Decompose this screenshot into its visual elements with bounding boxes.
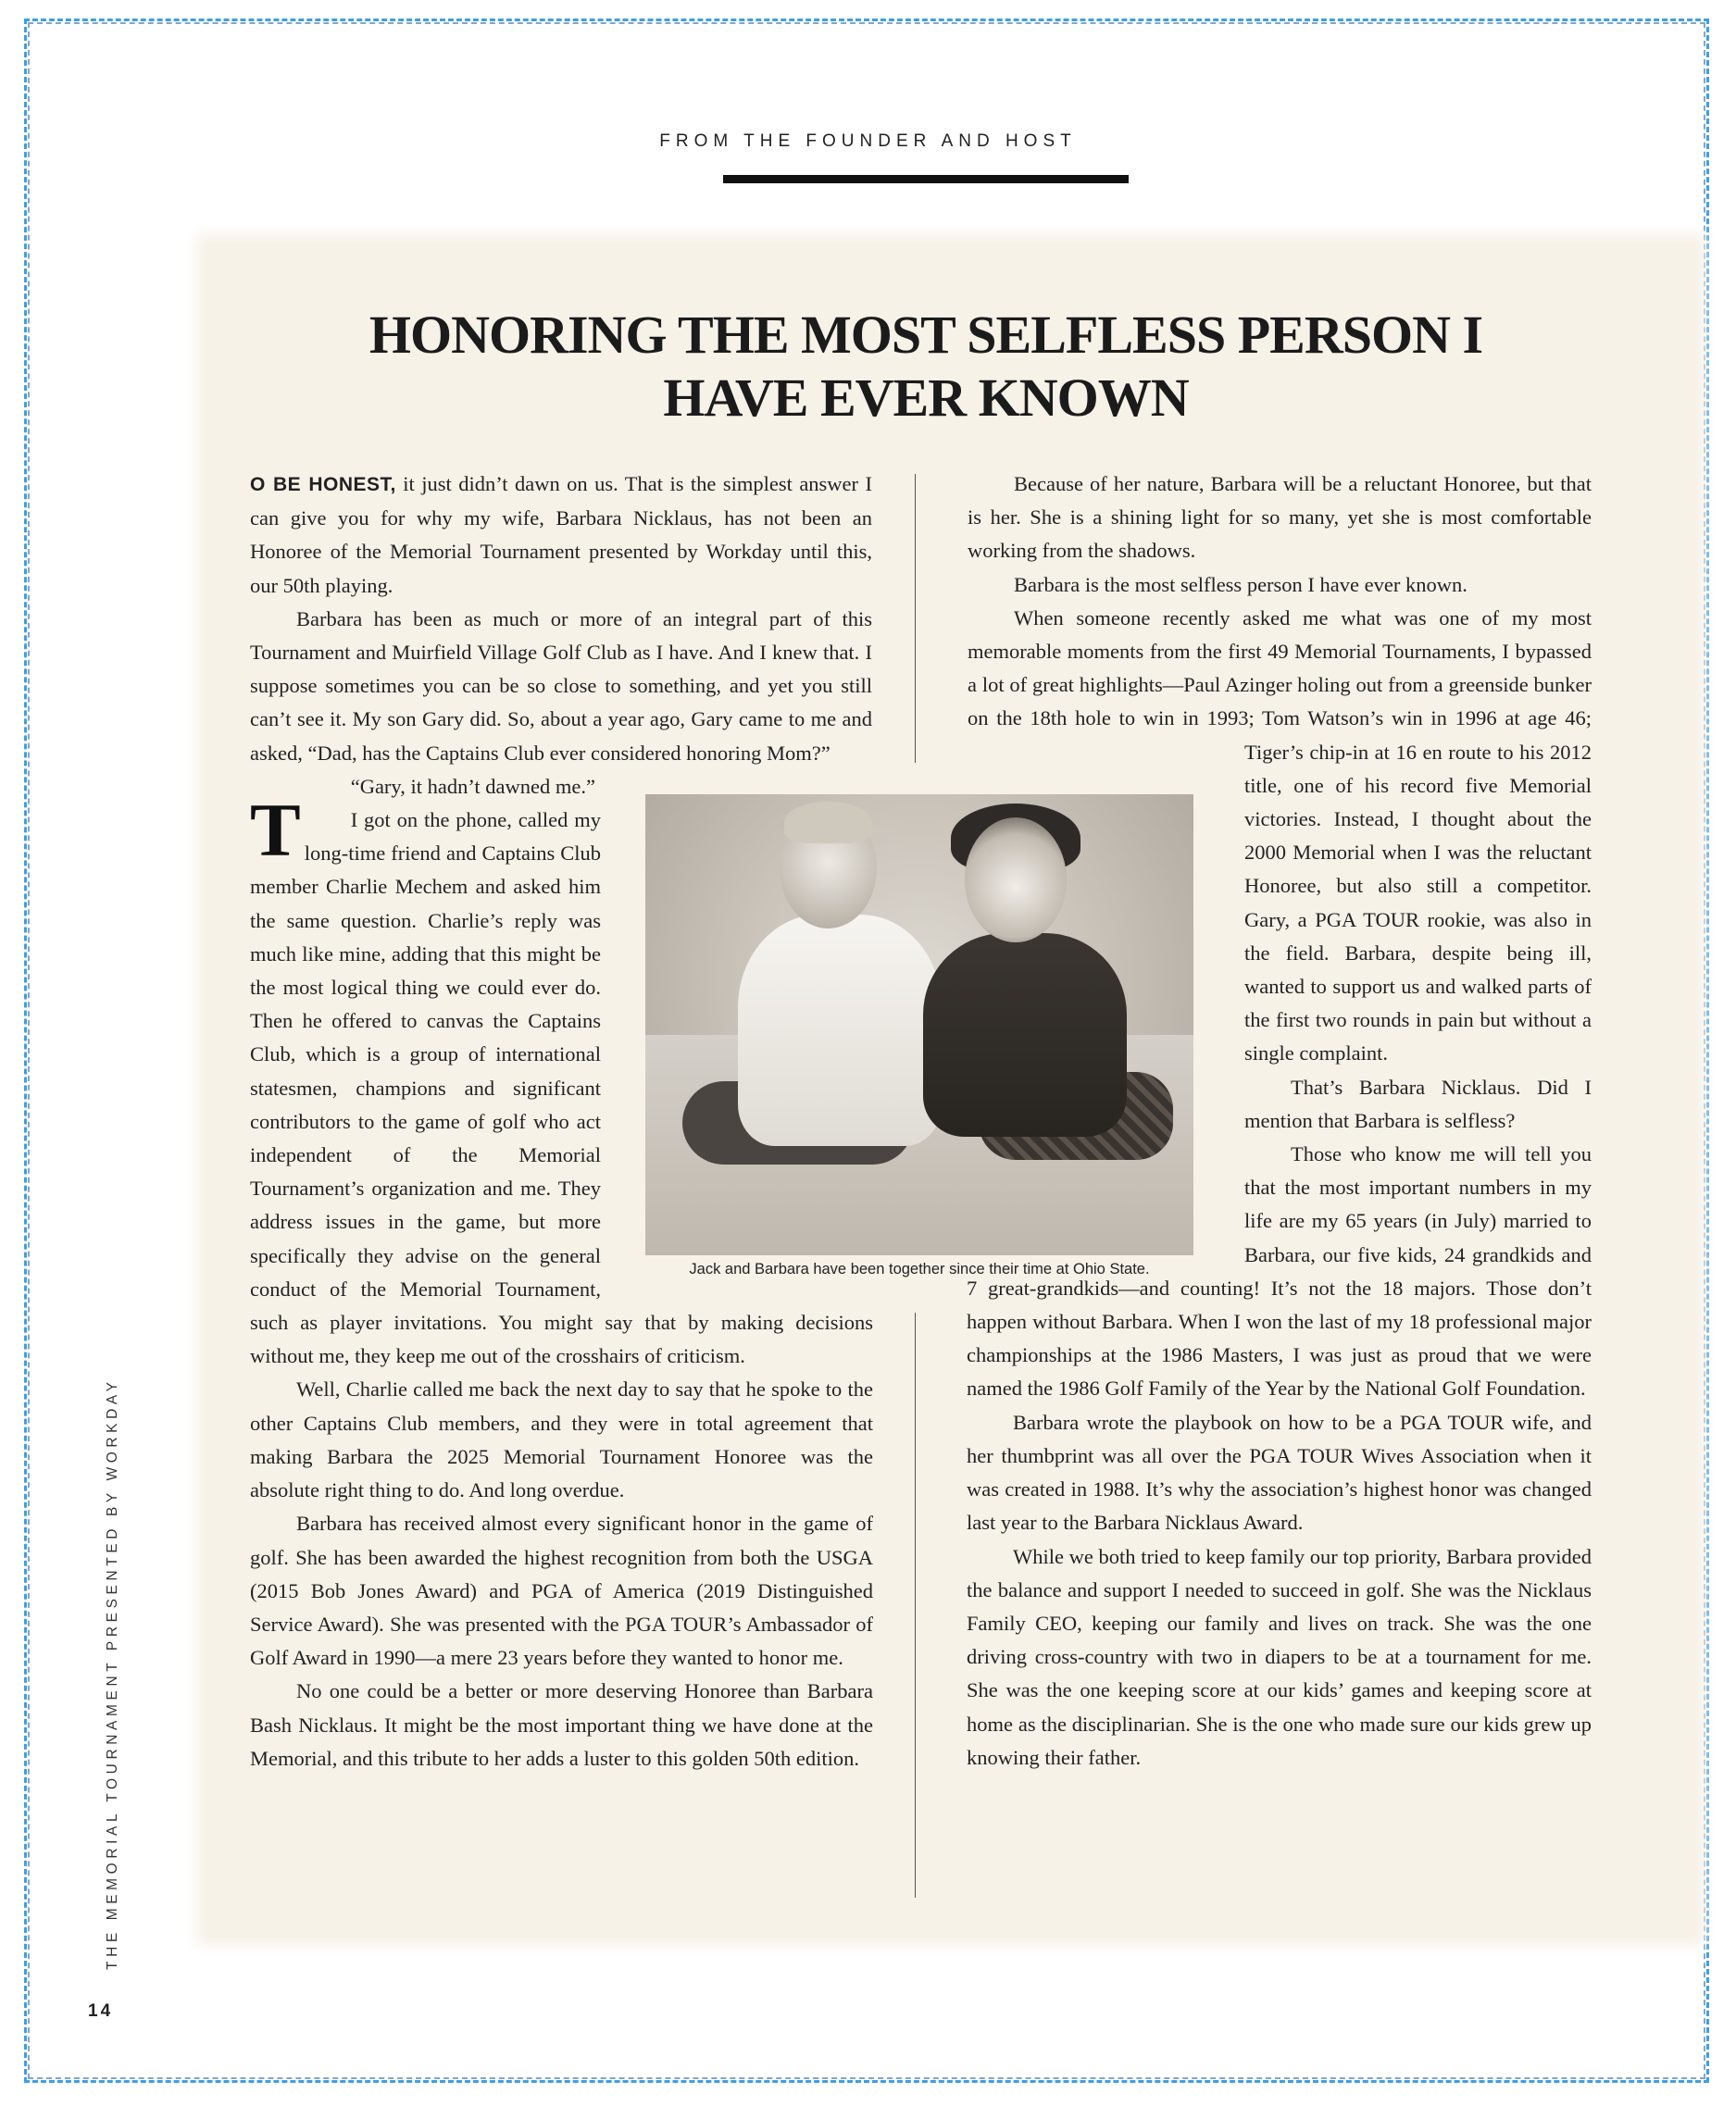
paragraph: No one could be a better or more deserving Honoree than Barbara Bash Nicklaus. It might be the most important thing we have done at the Memorial, and this tribute to her adds a luster to this golden 50th edition. — [250, 1679, 873, 1770]
photo-figure-woman-head — [965, 817, 1067, 942]
paragraph: Barbara has received almost every significant honor in the game of golf. She has been awarded the highest recognition from both the USGA (2015 Bob Jones Award) and PGA of America (2019 Distinguished Service Award). She was presented with the PGA TOUR’s Ambassador of Golf Award in 1990—a mere 23 years before they wanted to honor me. — [250, 1512, 873, 1670]
publication-side-label: THE MEMORIAL TOURNAMENT PRESENTED BY WORKDAY — [105, 1377, 120, 1970]
paragraph-text: it just didn’t dawn on us. That is the simplest answer I can give you for why my wife, Barbara Nicklaus, has not been an Honoree of the Memorial Tournament presented by Workday until this, our 50th playing. — [250, 472, 872, 597]
paragraph: When someone recently asked me what was one of my most memorable moments from the first 49 Memorial Tournaments, I bypassed a lot of great highlights—Paul Azinger holing out from a greenside bunker on the 18th hole to win in 1993; Tom Watson’s win in 1996 at age 46; Tiger’s chip-in at 16 en route to his 2012 title, one of his record five Memorial victories. Instead, I thought about the 2000 Memorial when I was the reluctant Honoree, but also still a competitor. Gary, a PGA TOUR rookie, was also in the field. Barbara, despite being ill, wanted to support us and walked parts of the first two rounds in pain but without a single complaint. — [968, 605, 1592, 1065]
paragraph: Barbara has been as much or more of an integral part of this Tournament and Muirfield Village Golf Club as I have. And I knew that. I suppose sometimes you can be so close to something, and yet you still can’t see it. My son Gary did. So, about a year ago, Gary came to me and asked, “Dad, has the Captains Club ever considered honoring Mom?” — [250, 606, 872, 765]
paragraph: That’s Barbara Nicklaus. Did I mention that Barbara is selfless? — [1244, 1075, 1592, 1132]
drop-cap: T — [250, 788, 301, 872]
lead-in: O BE HONEST, — [250, 474, 396, 495]
column-divider-top — [915, 474, 916, 763]
paragraph: Those who know me will tell you that the most important numbers in my life are my 65 years (in July) married to Barbara, our five kids, 24 grandkids and 7 great-grandkids—and counting! It’s not the 18 majors. Those don’t happen without Barbara. When I won the last of my 18 professional major championships at the 1986 Masters, I was just as proud that we were named the 1986 Golf Family of the Year by the National Golf Foundation. — [967, 1142, 1592, 1401]
paragraph: Well, Charlie called me back the next day to say that he spoke to the other Captains Club members, and they were in total agreement that making Barbara the 2025 Memorial Tournament Honoree was the absolute right thing to do. And long overdue. — [250, 1377, 873, 1502]
couple-photo — [645, 794, 1193, 1255]
photo-figure-man-hair — [784, 802, 872, 843]
photo-caption: Jack and Barbara have been together since their time at Ohio State. — [689, 1261, 1150, 1277]
kicker-rule — [723, 175, 1129, 183]
photo-figure-woman-body — [923, 933, 1127, 1137]
paragraph: Barbara is the most selfless person I have ever known. — [1014, 572, 1467, 596]
column-divider-bottom — [915, 1313, 916, 1898]
paragraph: Barbara wrote the playbook on how to be a PGA TOUR wife, and her thumbprint was all over the PGA TOUR Wives Association when it was created in 1988. It’s why the association’s highest honor was changed last year to the Barbara Nicklaus Award. — [967, 1410, 1592, 1535]
page-number: 14 — [88, 2001, 114, 2021]
headline: HONORING THE MOST SELFLESS PERSON I HAVE EVER KNOWN — [368, 305, 1483, 428]
paragraph: I got on the phone, called my long-time friend and Captains Club member Charlie Mechem and asked him the same question. Charlie’s reply was much like mine, adding that this might be the most logical thing we could ever do. Then he offered to canvas the Captains Club, which is a group of international statesmen, champions and significant contributors to the game of golf who act independent of the Memorial Tournament’s organization and me. They address issues in the game, but more specifically they advise on the general conduct of the Memorial Tournament, such as player invitations. You might say that by making decisions without me, they keep me out of the crosshairs of criticism. — [250, 808, 873, 1368]
paragraph: “Gary, it hadn’t dawned me.” — [350, 774, 595, 798]
paragraph: Because of her nature, Barbara will be a reluctant Honoree, but that is her. She is a shining light for so many, yet she is most comfortable working from the shadows. — [968, 472, 1592, 563]
photo-figure-man-body — [738, 915, 942, 1146]
paragraph: While we both tried to keep family our top priority, Barbara provided the balance and support I needed to succeed in golf. She was the Nicklaus Family CEO, keeping our family and lives on track. She was the one driving cross-country with two in diapers to be at a tournament for me. She was the one keeping score at our kids’ games and keeping score at home as the disciplinarian. She is the one who made sure our kids grew up knowing their father. — [967, 1544, 1592, 1769]
section-kicker: FROM THE FOUNDER AND HOST — [659, 131, 1077, 151]
